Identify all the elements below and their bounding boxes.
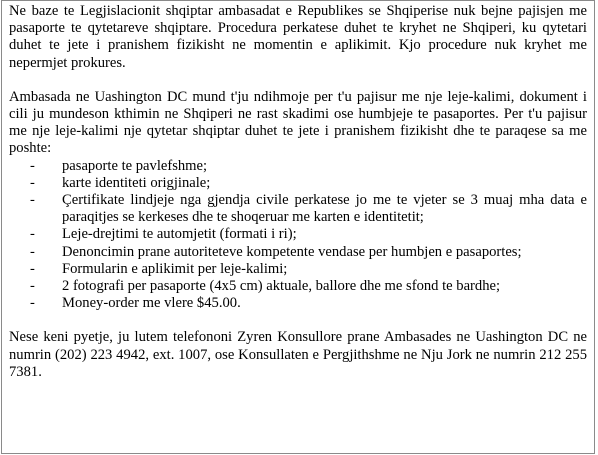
list-dash: -: [30, 260, 35, 277]
list-item: [9, 295, 587, 312]
document-panel: [1, 0, 595, 454]
list-dash: -: [30, 174, 35, 191]
list-item-text: 2 fotografi per pasaporte (4x5 cm) aktuale, ballore dhe me sfond te bardhe;: [62, 278, 501, 295]
list-item-text: Leje-drejtimi te automjetit (formati i ri);: [62, 226, 297, 243]
list-item: [9, 192, 587, 226]
list-dash: -: [30, 192, 35, 209]
list-item: [9, 278, 587, 295]
list-item-text: karte identiteti origjinale;: [62, 174, 211, 191]
list-item: [9, 261, 587, 278]
list-dash: -: [30, 278, 35, 295]
list-item-text: Money-order me vlere $45.00.: [62, 295, 241, 312]
intro-paragraph: Ne baze te Legjislacionit shqiptar ambasadat e Republikes se Shqiperise nuk bejne pajisjen me pasaporte te qytetareve shqiptare. Procedura perkatese duhet te kryhet ne Shqiperi, ku qytetari duhet te jete i pranishem fizikisht ne momentin e aplikimit. Kjo procedure nuk kryhet me nepermjet prokures.: [9, 3, 587, 71]
list-item-text: Çertifikate lindjeje nga gjendja civile perkatese jo me te vjeter se 3 muaj mha data e paraqitjes se kerkeses dhe te shoqeruar me karten e identitetit;: [62, 192, 587, 226]
paragraph-spacer: [9, 312, 587, 329]
list-item: [9, 226, 587, 243]
list-dash: -: [30, 226, 35, 243]
list-item: [9, 244, 587, 261]
contact-paragraph: Nese keni pyetje, ju lutem telefononi Zyren Konsullore prane Ambasades ne Uashington DC ne numrin (202) 223 4942, ext. 1007, ose Konsullaten e Pergjithshme ne Nju Jork ne numrin 212 255 7381.: [9, 329, 587, 380]
paragraph-spacer: [9, 72, 587, 89]
list-item: [9, 158, 587, 175]
list-dash: -: [30, 243, 35, 260]
list-dash: -: [30, 157, 35, 174]
list-item-text: Denoncimin prane autoriteteve kompetente vendase per humbjen e pasaportes;: [62, 243, 522, 260]
list-item: [9, 175, 587, 192]
list-item-text: Formularin e aplikimit per leje-kalimi;: [62, 260, 288, 277]
embassy-paragraph: Ambasada ne Uashington DC mund t'ju ndihmoje per t'u pajisur me nje leje-kalimi, dokument i cili ju mundeson kthimin ne Shqiperi ne rast skadimi ose humbjeje te pasaportes. Per t'u pajisur me nje leje-kalimi nje qytetar shqiptar duhet te jete i pranishem fizikisht dhe te paraqese sa me poshte:: [9, 88, 587, 157]
list-item-text: pasaporte te pavlefshme;: [62, 157, 208, 174]
list-dash: -: [30, 295, 35, 312]
requirements-list: [9, 158, 587, 313]
